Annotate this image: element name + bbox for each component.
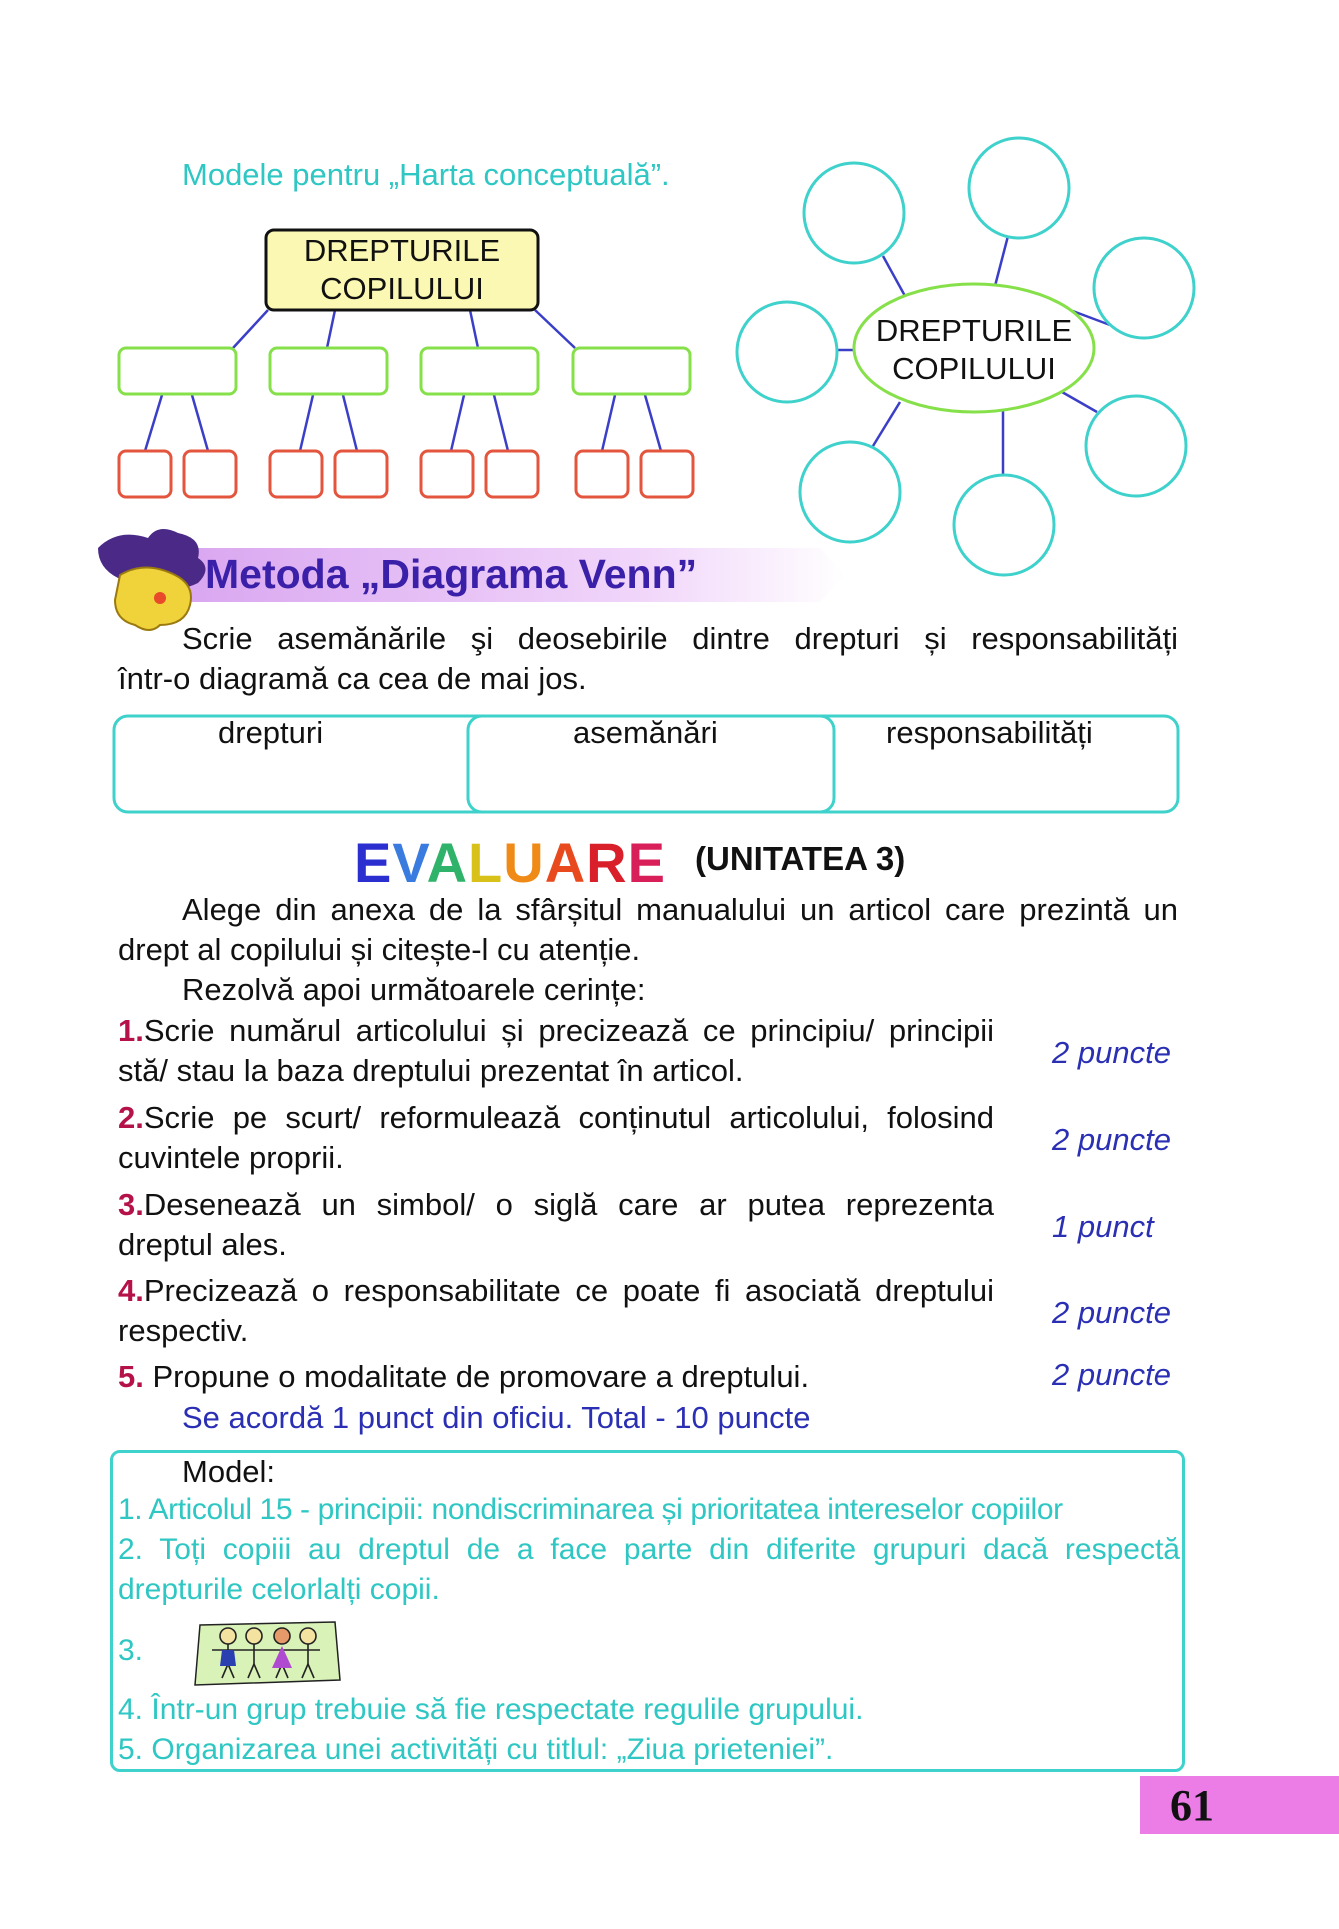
task-4-points: 2 puncte bbox=[1052, 1295, 1171, 1330]
task-2-points: 2 puncte bbox=[1052, 1122, 1171, 1157]
evaluation-title-letter-2: V bbox=[392, 831, 427, 894]
task-1-line2: stă/ stau la baza dreptului prezentat în articol. bbox=[118, 1053, 744, 1088]
evaluation-title bbox=[354, 830, 666, 895]
evaluation-title-letter-7: R bbox=[586, 831, 628, 894]
concept-map-level3-boxes bbox=[119, 451, 693, 497]
task-3-number: 3. bbox=[118, 1187, 144, 1222]
venn-instruction-line2: într-o diagramă ca cea de mai jos. bbox=[118, 661, 587, 696]
concept-map-label-line1: DREPTURILE bbox=[303, 233, 501, 268]
task-2-line2: cuvintele proprii. bbox=[118, 1140, 344, 1175]
model-line2: 2. Toți copiii au dreptul de a face parte din diferite grupuri dacă respectă bbox=[118, 1533, 1180, 1566]
task-3-text: Desenează un simbol/ o siglă care ar putea reprezenta bbox=[143, 1187, 994, 1222]
task-1-text: Scrie numărul articolului și precizează ce principiu/ principii bbox=[143, 1013, 994, 1048]
task-4-line2: respectiv. bbox=[118, 1313, 249, 1348]
task-2-line1 bbox=[118, 1098, 994, 1138]
task-1-points: 2 puncte bbox=[1052, 1035, 1171, 1070]
task-5-points: 2 puncte bbox=[1052, 1357, 1171, 1392]
model-line6: 5. Organizarea unei activități cu titlul: „Ziua prieteniei”. bbox=[118, 1733, 834, 1766]
task-4-text: Precizează o responsabilitate ce poate fi asociată dreptului bbox=[143, 1273, 994, 1308]
model-line3: drepturile celorlalți copii. bbox=[118, 1573, 440, 1606]
concept-map-level2-boxes bbox=[119, 348, 690, 394]
evaluation-title-letter-4: L bbox=[468, 831, 504, 894]
venn-instruction-line1: Scrie asemănările şi deosebirile dintre drepturi și responsabilități bbox=[182, 621, 1178, 656]
task-1-line1 bbox=[118, 1011, 994, 1051]
venn-label-responsabilitati: responsabilități bbox=[886, 715, 1093, 750]
model-line5: 4. Într-un grup trebuie să fie respectate regulile grupului. bbox=[118, 1693, 864, 1726]
model-line1: 1. Articolul 15 - principii: nondiscriminarea și prioritatea intereselor copiilor bbox=[118, 1493, 1063, 1526]
task-2-number: 2. bbox=[118, 1100, 144, 1135]
venn-label-asemanari: asemănări bbox=[573, 715, 718, 750]
task-5-number: 5. bbox=[118, 1359, 144, 1394]
evaluation-intro-line1: Alege din anexa de la sfârșitul manualului un articol care prezintă un bbox=[182, 892, 1178, 927]
task-3-line2: dreptul ales. bbox=[118, 1227, 287, 1262]
evaluation-intro-line2: drept al copilului și citește-l cu atenție. bbox=[118, 932, 641, 967]
evaluation-intro-line3: Rezolvă apoi următoarele cerințe: bbox=[182, 972, 646, 1007]
model-line4: 3. bbox=[118, 1634, 144, 1667]
task-4-number: 4. bbox=[118, 1273, 144, 1308]
evaluation-title-letter-8: E bbox=[627, 831, 666, 894]
task-5-line1 bbox=[118, 1357, 809, 1397]
concept-map-label-line2: COPILULUI bbox=[320, 271, 484, 306]
star-map-label-line2: COPILULUI bbox=[892, 351, 1056, 386]
venn-section-title: Metoda „Diagrama Venn” bbox=[205, 551, 698, 597]
evaluation-total: Se acordă 1 punct din oficiu. Total - 10 puncte bbox=[182, 1400, 811, 1435]
task-2-text: Scrie pe scurt/ reformulează conținutul articolului, folosind bbox=[143, 1100, 994, 1135]
evaluation-title-letter-6: A bbox=[544, 831, 587, 894]
evaluation-unit: (UNITATEA 3) bbox=[695, 840, 906, 877]
evaluation-title-letter-1: E bbox=[354, 831, 393, 894]
model-label: Model: bbox=[182, 1454, 276, 1489]
evaluation-title-letter-5: U bbox=[503, 831, 545, 894]
star-map-center-label bbox=[854, 312, 1094, 388]
task-3-points: 1 punct bbox=[1052, 1209, 1154, 1244]
task-1-number: 1. bbox=[118, 1013, 144, 1048]
models-caption: Modele pentru „Harta conceptuală”. bbox=[182, 157, 670, 192]
star-map-label-line1: DREPTURILE bbox=[875, 313, 1073, 348]
evaluation-title-letter-3: A bbox=[426, 831, 469, 894]
page-number: 61 bbox=[1170, 1781, 1214, 1830]
task-4-line1 bbox=[118, 1271, 994, 1311]
puzzle-pieces-icon bbox=[98, 529, 206, 630]
task-5-text: Propune o modalitate de promovare a dreptului. bbox=[152, 1359, 810, 1394]
concept-map-root-label bbox=[266, 232, 538, 308]
task-3-line1 bbox=[118, 1185, 994, 1225]
venn-label-drepturi: drepturi bbox=[218, 715, 324, 750]
